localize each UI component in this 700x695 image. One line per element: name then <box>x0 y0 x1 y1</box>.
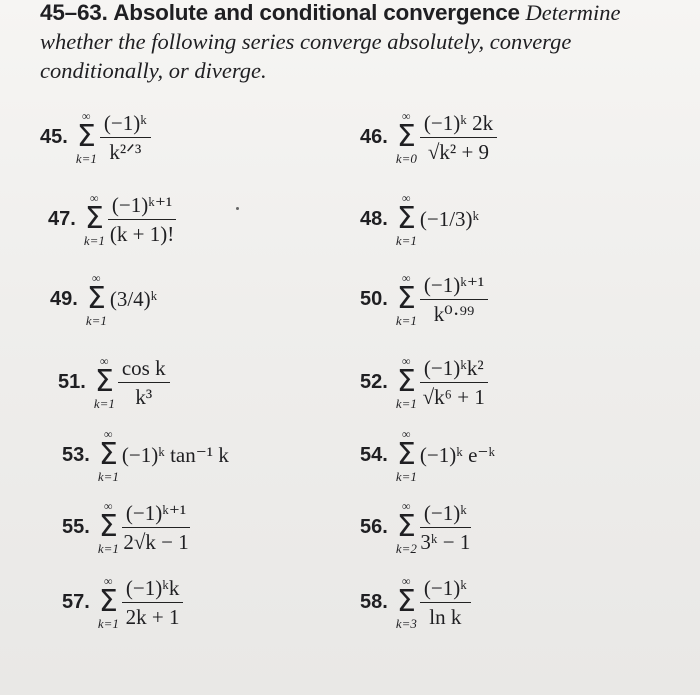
problem-number: 46. <box>360 126 388 148</box>
series-term: (−1/3)ᵏ <box>419 207 480 231</box>
sigma-sum: ∞ Σ k=1 <box>75 109 97 166</box>
fraction: $\frac{\text{(−1)ᵏ}}{\text{3ᵏ − 1}}$ <box>420 500 471 554</box>
series-term: (−1)ᵏ tan⁻¹ k <box>121 443 229 467</box>
fraction: $\frac{\text{(−1)ᵏ 2k}}{\text{√k² + 9}}$ <box>420 112 497 163</box>
problem-number: 57. <box>62 591 90 613</box>
sigma-sum: ∞ Σ k=1 <box>395 354 417 411</box>
fraction: $\frac{\text{(−1)ᵏ}}{\text{ln k}}$ <box>420 577 471 628</box>
sigma-sum: ∞ Σ k=1 <box>395 427 417 484</box>
problem-51 <box>58 355 170 410</box>
series-term: (3/4)ᵏ <box>109 287 158 311</box>
heading-number: 45–63. <box>40 0 108 25</box>
problem-number: 55. <box>62 516 90 538</box>
sigma-sum: ∞ Σ k=1 <box>83 191 105 248</box>
problem-58 <box>360 575 471 630</box>
sigma-sum: ∞ Σ k=1 <box>93 354 115 411</box>
problem-56 <box>360 500 471 555</box>
fraction: $\frac{\text{(−1)ᵏ}}{\text{k²ᐟ³}}$ <box>100 112 151 163</box>
sigma-sum: ∞ Σ k=0 <box>395 109 417 166</box>
sigma-sum: ∞ Σ k=1 <box>85 271 107 328</box>
problem-47 <box>48 192 176 247</box>
heading-instruction: Determine whether the following series converge absolutely, converge conditionally, or diverge. <box>40 0 621 83</box>
sigma-sum: ∞ Σ k=1 <box>97 574 119 631</box>
sigma-sum: ∞ Σ k=1 <box>97 427 119 484</box>
page-dot <box>236 207 239 210</box>
problem-number: 54. <box>360 444 388 466</box>
sigma-sum: ∞ Σ k=1 <box>97 499 119 556</box>
fraction: $\frac{\text{cos k}}{\text{k³}}$ <box>118 357 170 408</box>
heading-title: Absolute and conditional convergence <box>113 0 520 25</box>
fraction: $\frac{\text{(−1)ᵏk²}}{\text{√k⁶ + 1}}$ <box>420 357 488 408</box>
problem-number: 58. <box>360 591 388 613</box>
series-term: (−1)ᵏ e⁻ᵏ <box>419 443 496 467</box>
sigma-sum: ∞ Σ k=3 <box>395 574 417 631</box>
problem-number: 49. <box>50 288 78 310</box>
problem-number: 45. <box>40 126 68 148</box>
fraction: $\frac{\text{(−1)ᵏ⁺¹}}{\text{k⁰·⁹⁹}}$ <box>420 274 488 325</box>
sigma-sum: ∞ Σ k=2 <box>395 499 417 556</box>
problem-number: 48. <box>360 208 388 230</box>
sigma-sum: ∞ Σ k=1 <box>395 191 417 248</box>
fraction: $\frac{\text{(−1)ᵏ⁺¹}}{(k + 1)!}$ <box>108 194 176 245</box>
problem-55 <box>62 500 190 555</box>
problem-46 <box>360 110 497 165</box>
fraction: $\frac{\text{(−1)ᵏ⁺¹}}{2√k - 1}$ <box>123 500 189 554</box>
problem-57 <box>62 575 183 630</box>
problem-number: 47. <box>48 208 76 230</box>
problem-number: 51. <box>58 371 86 393</box>
problem-49 <box>50 272 157 327</box>
section-heading <box>40 0 680 85</box>
fraction: $\frac{\text{(−1)ᵏk}}{2k + 1}$ <box>122 577 183 628</box>
problem-48 <box>360 192 479 247</box>
problem-45 <box>40 110 151 165</box>
sigma-sum: ∞ Σ k=1 <box>395 271 417 328</box>
problem-53 <box>62 428 229 483</box>
problem-number: 53. <box>62 444 90 466</box>
problem-number: 56. <box>360 516 388 538</box>
problem-50 <box>360 272 488 327</box>
problem-number: 52. <box>360 371 388 393</box>
problem-54 <box>360 428 495 483</box>
problem-52 <box>360 355 488 410</box>
problem-number: 50. <box>360 288 388 310</box>
